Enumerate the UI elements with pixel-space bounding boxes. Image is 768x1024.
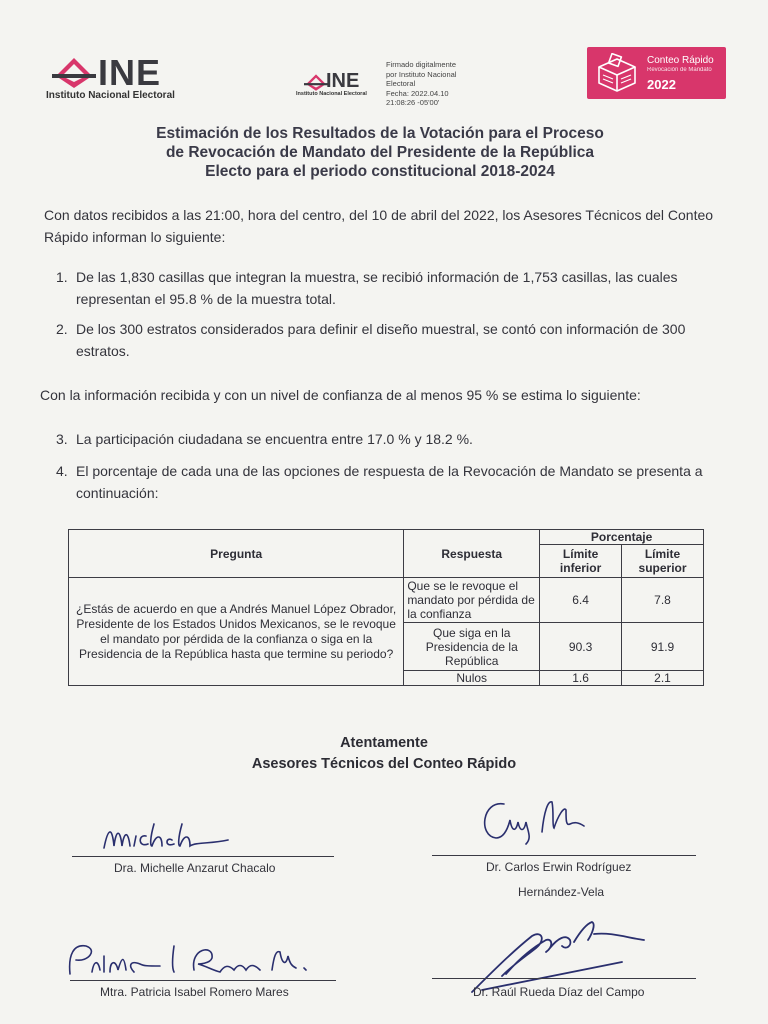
ine-logo-subtitle: Instituto Nacional Electoral	[46, 90, 175, 101]
closing-line: Asesores Técnicos del Conteo Rápido	[251, 756, 517, 772]
signatory-name-line2: Hernández-Vela	[518, 885, 605, 899]
ballot-box-icon	[593, 53, 641, 93]
list-item-number: 3.	[56, 431, 68, 447]
signature-line	[432, 978, 696, 979]
signatory-name: Dr. Carlos Erwin Rodríguez	[486, 860, 632, 874]
signatory-name: Dra. Michelle Anzarut Chacalo	[114, 861, 276, 875]
signature-michelle	[100, 818, 240, 858]
title-line: de Revocación de Mandato del Presidente de la República	[165, 144, 595, 161]
lower-cell: 1.6	[540, 671, 622, 686]
list-item-text: La participación ciudadana se encuentra entre 17.0 % y 18.2 %.	[76, 431, 473, 447]
ine-logo-text: INE	[98, 52, 162, 93]
signatory-name: Mtra. Patricia Isabel Romero Mares	[100, 985, 289, 999]
ine-stamp-mark-icon	[304, 72, 328, 92]
list-item	[56, 318, 732, 362]
title-line: Electo para el periodo constitucional 2018-2024	[205, 163, 555, 180]
stamp-line: Electoral	[386, 79, 416, 88]
stamp-line: Fecha: 2022.04.10	[386, 88, 449, 98]
list-item	[56, 428, 732, 450]
question-cell: ¿Estás de acuerdo en que a Andrés Manuel López Obrador, Presidente de los Estados Unidos Mexicanos, se le revoque el mandato por pérdida de la confianza o siga en la Presidencia de la República hasta que termine su periodo?	[69, 578, 404, 686]
list-item	[56, 460, 732, 504]
ine-stamp-subtitle: Instituto Nacional Electoral	[296, 91, 367, 97]
upper-cell: 91.9	[622, 623, 704, 671]
badge-subtitle: Revocación de Mandato	[647, 67, 712, 73]
stamp-line: por Instituto Nacional	[386, 69, 457, 79]
signature-patricia	[64, 936, 334, 986]
answer-cell: Que siga en la Presidencia de la República	[404, 623, 540, 671]
signatory-name: Dr. Raúl Rueda Díaz del Campo	[473, 985, 645, 999]
answer-cell: Que se le revoque el mandato por pérdida de la confianza	[404, 578, 540, 623]
lower-cell: 90.3	[540, 623, 622, 671]
header-lower: Límite inferior	[540, 545, 622, 578]
title-line: Estimación de los Resultados de la Votación para el Proceso	[156, 125, 604, 142]
signature-line	[432, 855, 696, 856]
list-item-text: El porcentaje de cada una de las opciones de respuesta de la Revocación de Mandato se presenta a continuación:	[76, 463, 703, 501]
upper-cell: 7.8	[622, 578, 704, 623]
header-answer: Respuesta	[404, 530, 540, 578]
document-title	[80, 124, 680, 181]
ine-stamp-text: INE	[326, 70, 360, 92]
list-item-number: 1.	[56, 269, 68, 285]
badge-year: 2022	[647, 77, 676, 92]
header-percent: Porcentaje	[540, 530, 704, 545]
badge-title: Conteo Rápido	[647, 55, 714, 66]
upper-cell: 2.1	[622, 671, 704, 686]
list-item-text: De las 1,830 casillas que integran la muestra, se recibió información de 1,753 casillas, las cuales representan el 95.8 % de la muestra total.	[76, 269, 678, 307]
intro-paragraph: Con datos recibidos a las 21:00, hora del centro, del 10 de abril del 2022, los Asesores Técnicos del Conteo Rápido informan lo siguiente:	[44, 207, 714, 245]
closing	[0, 733, 768, 775]
header-upper: Límite superior	[622, 545, 704, 578]
stamp-line: 21:08:26 -05'00'	[386, 98, 440, 107]
ine-logo	[46, 52, 206, 108]
header-question: Pregunta	[69, 530, 404, 578]
results-table	[68, 529, 704, 686]
signature-line	[72, 856, 334, 857]
signature-carlos	[474, 792, 594, 852]
conteo-rapido-badge	[587, 47, 726, 99]
confidence-paragraph: Con la información recibida y con un nivel de confianza de al menos 95 % se estima lo siguiente:	[40, 387, 641, 403]
list-item	[56, 266, 732, 310]
lower-cell: 6.4	[540, 578, 622, 623]
closing-line: Atentamente	[340, 735, 428, 751]
ine-stamp-logo	[296, 70, 396, 104]
list-item-text: De los 300 estratos considerados para definir el diseño muestral, se contó con información de 300 estratos.	[76, 321, 686, 359]
stamp-line: Firmado digitalmente	[386, 60, 457, 69]
ine-logo-mark-icon	[52, 54, 96, 90]
signature-line	[70, 980, 336, 981]
digital-signature-stamp	[386, 60, 496, 108]
list-item-number: 4.	[56, 463, 68, 479]
table-row	[69, 578, 704, 623]
list-item-number: 2.	[56, 321, 68, 337]
answer-cell: Nulos	[404, 671, 540, 686]
